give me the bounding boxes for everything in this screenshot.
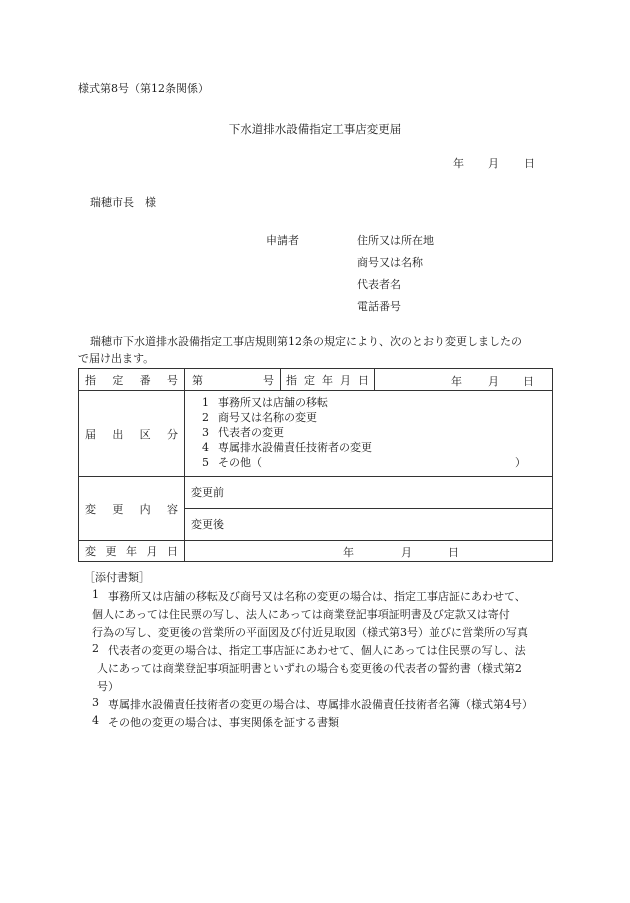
before-change-label: 変更前 (191, 486, 224, 499)
change-content-fields (185, 477, 553, 541)
form-number-label: 様式第8号（第12条関係） (78, 82, 209, 95)
applicant-label: 申請者 (266, 234, 299, 247)
change-date-label: 変 更 年 月 日 (79, 541, 185, 562)
change-content-label: 変 更 内 容 (79, 477, 185, 541)
attachment-item-1-num: 1 (92, 588, 99, 601)
other-close-paren: ） (515, 456, 526, 469)
date-day-label: 日 (524, 157, 535, 170)
addressee: 瑞穂市長 様 (90, 196, 156, 209)
after-change-field[interactable] (185, 509, 552, 540)
attachment-item-1-line-1: 事務所又は店舗の移転及び商号又は名称の変更の場合は、指定工事店証にあわせて、 (108, 590, 526, 603)
body-text-line-2: で届け出ます。 (78, 352, 155, 365)
change-date-field[interactable] (185, 541, 553, 562)
attachment-item-2-line-2: 人にあっては商業登記事項証明書といずれの場合も変更後の代表者の誓約書（様式第2 (97, 662, 522, 675)
attachments-heading: ［添付書類］ (84, 571, 150, 584)
document-title: 下水道排水設備指定工事店変更届 (228, 122, 402, 136)
notification-form-table (78, 368, 553, 562)
body-text-line-1: 瑞穂市下水道排水設備指定工事店規則第12条の規定により、次のとおり変更しましたの (90, 335, 522, 348)
number-suffix: 号 (263, 373, 274, 387)
option-2[interactable]: 2 商号又は名称の変更 (202, 411, 317, 424)
option-5-other[interactable]: 5 その他（ ） (202, 456, 526, 469)
designation-day: 日 (523, 374, 534, 388)
notification-type-label: 届 出 区 分 (79, 391, 185, 477)
attachment-item-4-num: 4 (92, 714, 99, 727)
notification-type-options (185, 391, 553, 477)
date-month-label: 月 (488, 157, 499, 170)
attachment-item-1-line-3: 行為の写し、変更後の営業所の平面図及び付近見取図（様式第3号）並びに営業所の写真 (92, 626, 528, 639)
applicant-phone-label: 電話番号 (357, 300, 401, 313)
attachment-item-2-line-3: 号） (97, 680, 119, 693)
designation-month: 月 (488, 374, 499, 388)
attachment-item-2-line-1: 代表者の変更の場合は、指定工事店証にあわせて、個人にあっては住民票の写し、法 (108, 644, 526, 657)
designation-number-row (79, 369, 553, 391)
attachment-item-4-line-1: その他の変更の場合は、事実関係を証する書類 (108, 716, 339, 729)
before-change-field[interactable] (185, 477, 552, 509)
option-4[interactable]: 4 専属排水設備責任技術者の変更 (202, 441, 372, 454)
after-change-label: 変更後 (191, 518, 224, 531)
designation-number-label: 指 定 番 号 (79, 369, 185, 391)
designation-date-label: 指 定 年 月 日 (281, 369, 375, 391)
designation-date-field[interactable] (375, 369, 553, 391)
change-content-row (79, 477, 553, 541)
change-month: 月 (401, 546, 412, 559)
attachment-item-2-num: 2 (92, 642, 99, 655)
notification-type-row (79, 391, 553, 477)
number-prefix: 第 (192, 373, 203, 387)
designation-year: 年 (451, 374, 462, 388)
applicant-address-label: 住所又は所在地 (357, 234, 434, 247)
attachment-item-1-line-2: 個人にあっては住民票の写し、法人にあっては商業登記事項証明書及び定款又は寄付 (92, 608, 510, 621)
applicant-representative-label: 代表者名 (357, 278, 401, 291)
option-3[interactable]: 3 代表者の変更 (202, 426, 284, 439)
change-day: 日 (448, 546, 459, 559)
attachment-item-3-num: 3 (92, 696, 99, 709)
change-year: 年 (343, 546, 354, 559)
option-1[interactable]: 1 事務所又は店舗の移転 (202, 396, 328, 409)
attachment-item-3-line-1: 専属排水設備責任技術者の変更の場合は、専属排水設備責任技術者名簿（様式第4号） (108, 698, 533, 711)
change-date-row (79, 541, 553, 562)
date-year-label: 年 (453, 157, 464, 170)
designation-number-field[interactable] (185, 369, 281, 391)
applicant-name-label: 商号又は名称 (357, 256, 423, 269)
